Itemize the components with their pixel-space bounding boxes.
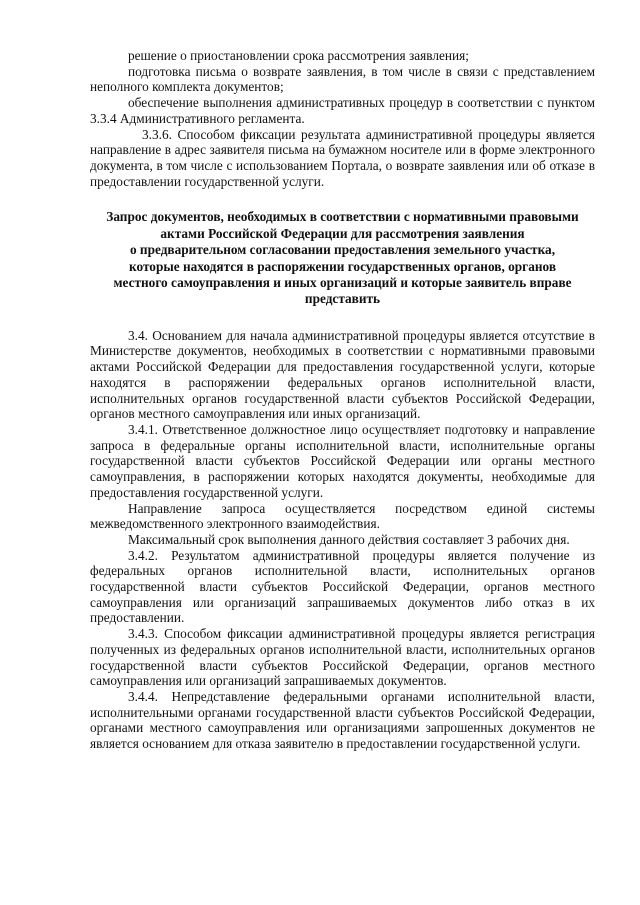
paragraph-3-4-4: 3.4.4. Непредставление федеральными органами исполнительной власти, исполнительными органами государственной власти субъектов Российской Федерации, органами местного самоуправления или организациями запрошенных документов не является основанием для отказа заявителю в предоставлении государственной услуги. — [90, 688, 595, 752]
intro-line-1: решение о приостановлении срока рассмотрения заявления; — [128, 48, 469, 63]
intro-line-2: подготовка письма о возврате заявления, в том числе в связи с представлением неполного комплекта документов; — [90, 63, 595, 95]
heading-line-5: местного самоуправления и иных организаций и которые заявитель вправе — [113, 274, 572, 290]
paragraph-3-4-2: 3.4.2. Результатом административной процедуры является получение из федеральных органов исполнительной власти, исполнительных органов государственной власти субъектов Российской Федерации, органов местного самоуправления или организаций запрашиваемых документов либо отказ в их предоставлении. — [90, 547, 595, 626]
paragraph-3-4-3: 3.4.3. Способом фиксации административной процедуры является регистрация полученных из федеральных органов исполнительной власти, исполнительных органов государственной власти субъектов Российской Федерации, органов местного самоуправления или организаций запрашиваемых документов. — [90, 626, 595, 689]
paragraph-direction: Направление запроса осуществляется посредством единой системы межведомственного электронного взаимодействия. — [90, 500, 595, 532]
paragraph-max-term: Максимальный срок выполнения данного действия составляет 3 рабочих дня. — [128, 531, 570, 547]
heading-line-6: представить — [304, 291, 381, 307]
paragraph-3-4: 3.4. Основанием для начала административной процедуры является отсутствие в Министерстве документов, необходимых в соответствии с нормативными правовыми актами Российской Федерации для предоставления государственной услуги, которые находятся в распоряжении федеральных органов исполнительной власти, исполнительных органов государственной власти субъектов Российской Федерации, органов местного самоуправления или иных организаций. — [90, 327, 595, 422]
heading-line-1: Запрос документов, необходимых в соответствии с нормативными правовыми — [106, 209, 579, 225]
section-heading — [90, 209, 595, 307]
intro-line-3: обеспечение выполнения административных процедур в соответствии с пунктом 3.3.4 Административного регламента. — [90, 95, 595, 126]
paragraph-3-3-6: 3.3.6. Способом фиксации результата административной процедуры является направление в адрес заявителя письма на бумажном носителе или в форме электронного документа, в том числе с использованием Портала, о возврате заявления или об отказе в предоставлении государственной услуги. — [90, 126, 595, 189]
paragraph-3-4-1: 3.4.1. Ответственное должностное лицо осуществляет подготовку и направление запроса в федеральные органы исполнительной власти, исполнительные органы государственной власти субъектов Российской Федерации или органы местного самоуправления, в распоряжении которых находятся документы, необходимые для предоставления государственной услуги. — [90, 421, 595, 500]
heading-line-4: которые находятся в распоряжении государственных органов, органов — [128, 258, 557, 274]
heading-line-2: актами Российской Федерации для рассмотрения заявления — [160, 225, 525, 241]
heading-line-3: о предварительном согласовании предоставления земельного участка, — [129, 242, 556, 258]
